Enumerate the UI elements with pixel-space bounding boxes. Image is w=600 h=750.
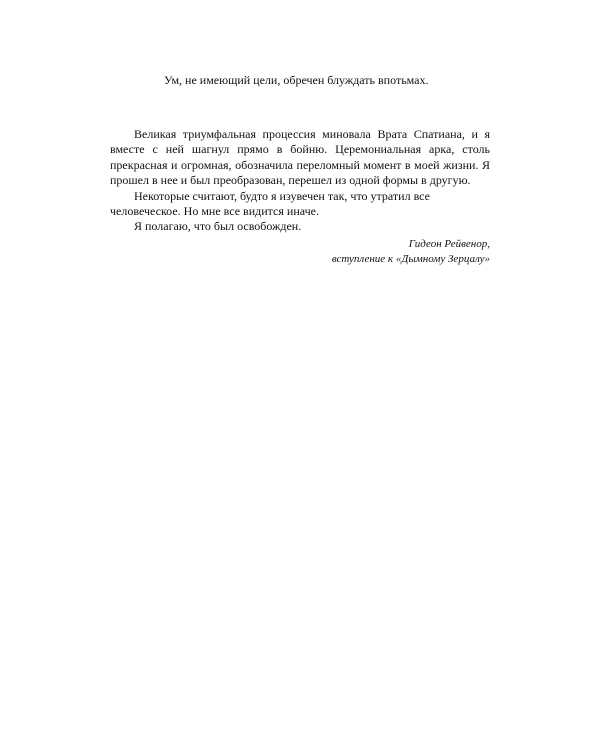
paragraph-2: Некоторые считают, будто я изувечен так, что утратил все человеческое. Но мне все видится иначе. (110, 188, 430, 219)
paragraph-1: Великая триумфальная процессия миновала Врата Спатиана, и я вместе с ней шагнул прямо в бойню. Церемониальная арка, столь прекрасная и огромная, обозначила переломный момент в моей жизни. Я прошел в нее и был преобразован, перешел из одной формы в другую. (110, 127, 490, 188)
attribution (250, 237, 490, 267)
attribution-source: вступление к «Дымному Зерцалу» (331, 253, 490, 265)
main-text (110, 127, 490, 235)
epigraph: Ум, не имеющий цели, обречен блуждать впотьмах. (164, 73, 429, 87)
paragraph-3: Я полагаю, что был освобожден. (134, 219, 302, 234)
attribution-author: Гидеон Рейвенор, (408, 238, 490, 250)
